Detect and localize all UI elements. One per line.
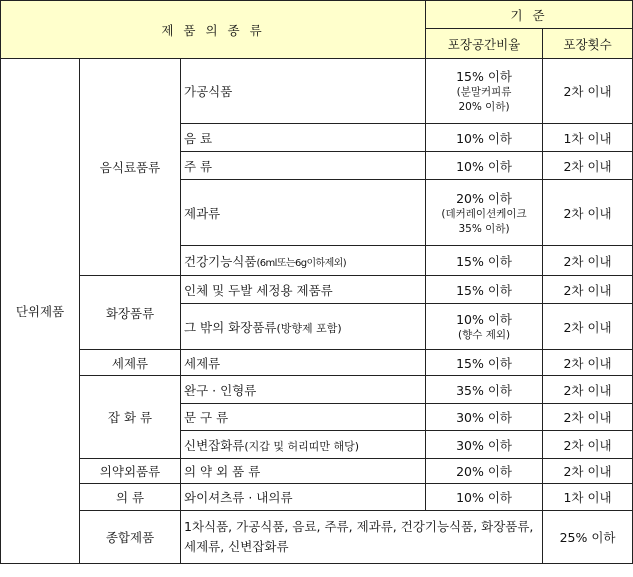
other-cosmetic-name: 그 밖의 화장품류(방향제 포함) <box>181 304 426 350</box>
table-row <box>1 376 633 404</box>
personal-goods-name: 신변잡화류(지갑 및 허리띠만 해당) <box>181 431 426 459</box>
combined-product-ratio: 25% 이하 <box>543 511 633 564</box>
table-row <box>1 511 633 564</box>
food-category-label: 음식료품류 <box>80 59 181 276</box>
table-row <box>1 484 633 511</box>
body-hair-cleanser-name: 인체 및 두발 세정용 제품류 <box>181 276 426 304</box>
ratio-header: 포장공간비율 <box>426 29 543 59</box>
table-row <box>1 59 633 124</box>
clothing-count: 1차 이내 <box>543 484 633 511</box>
table-row <box>1 350 633 376</box>
goods-category-label: 잡 화 류 <box>80 376 181 459</box>
quasi-drug-count: 2차 이내 <box>543 459 633 484</box>
toy-count: 2차 이내 <box>543 376 633 404</box>
beverage-count: 1차 이내 <box>543 124 633 152</box>
beverage-name: 음 료 <box>181 124 426 152</box>
standard-header: 기 준 <box>426 1 633 29</box>
stationery-ratio: 30% 이하 <box>426 404 543 431</box>
health-food-ratio: 15% 이하 <box>426 246 543 276</box>
quasi-drug-category-label: 의약외품류 <box>80 459 181 484</box>
health-food-name: 건강기능식품(6ml또는6g이하제외) <box>181 246 426 276</box>
personal-goods-count: 2차 이내 <box>543 431 633 459</box>
stationery-name: 문 구 류 <box>181 404 426 431</box>
quasi-drug-ratio: 20% 이하 <box>426 459 543 484</box>
unit-product-label: 단위제품 <box>1 59 80 564</box>
detergent-category-label: 세제류 <box>80 350 181 376</box>
cosmetic-category-label: 화장품류 <box>80 276 181 350</box>
clothing-category-label: 의 류 <box>80 484 181 511</box>
processed-food-count: 2차 이내 <box>543 59 633 124</box>
header-row-1 <box>1 1 633 29</box>
table-row <box>1 276 633 304</box>
processed-food-name: 가공식품 <box>181 59 426 124</box>
combined-product-label: 종합제품 <box>80 511 181 564</box>
toy-ratio: 35% 이하 <box>426 376 543 404</box>
personal-goods-ratio: 30% 이하 <box>426 431 543 459</box>
confection-ratio: 20% 이하 (데커레이션케이크 35% 이하) <box>426 180 543 246</box>
detergent-count: 2차 이내 <box>543 350 633 376</box>
detergent-name: 세제류 <box>181 350 426 376</box>
beverage-ratio: 10% 이하 <box>426 124 543 152</box>
table-row <box>1 459 633 484</box>
confection-name: 제과류 <box>181 180 426 246</box>
liquor-ratio: 10% 이하 <box>426 152 543 180</box>
quasi-drug-name: 의 약 외 품 류 <box>181 459 426 484</box>
stationery-count: 2차 이내 <box>543 404 633 431</box>
count-header: 포장횟수 <box>543 29 633 59</box>
body-hair-cleanser-ratio: 15% 이하 <box>426 276 543 304</box>
health-food-count: 2차 이내 <box>543 246 633 276</box>
detergent-ratio: 15% 이하 <box>426 350 543 376</box>
confection-count: 2차 이내 <box>543 180 633 246</box>
other-cosmetic-count: 2차 이내 <box>543 304 633 350</box>
toy-name: 완구 · 인형류 <box>181 376 426 404</box>
body-hair-cleanser-count: 2차 이내 <box>543 276 633 304</box>
liquor-name: 주 류 <box>181 152 426 180</box>
liquor-count: 2차 이내 <box>543 152 633 180</box>
clothing-ratio: 10% 이하 <box>426 484 543 511</box>
clothing-name: 와이셔츠류 · 내의류 <box>181 484 426 511</box>
processed-food-ratio: 15% 이하 (분말커피류 20% 이하) <box>426 59 543 124</box>
combined-product-items: 1차식품, 가공식품, 음료, 주류, 제과류, 건강기능식품, 화장품류, 세제류, 신변잡화류 <box>181 511 543 564</box>
product-type-header: 제 품 의 종 류 <box>1 1 426 59</box>
other-cosmetic-ratio: 10% 이하 (향수 제외) <box>426 304 543 350</box>
